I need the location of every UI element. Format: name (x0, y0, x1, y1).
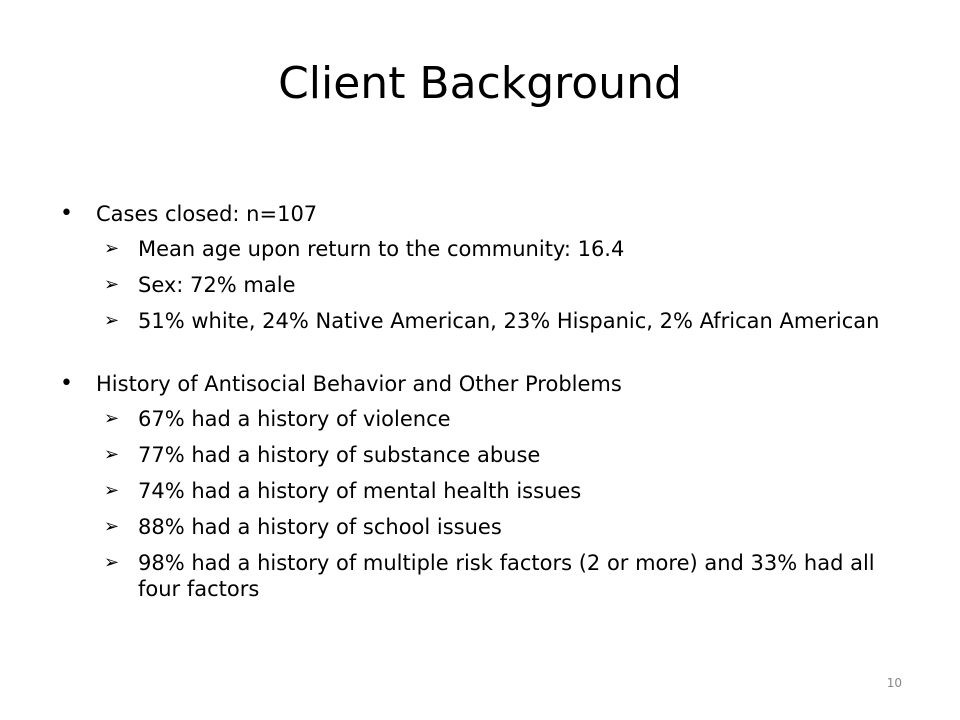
sub-bullet-list (60, 406, 910, 602)
sub-bullet-item (60, 478, 910, 504)
page-number: 10 (886, 676, 902, 690)
arrow-bullet-icon: ➢ (104, 408, 120, 429)
sub-bullet-text: 74% had a history of mental health issues (138, 479, 582, 503)
sub-bullet-item (60, 308, 910, 334)
bullet-dot-icon: • (60, 371, 73, 396)
sub-bullet-item (60, 272, 910, 298)
arrow-bullet-icon: ➢ (104, 238, 120, 259)
sub-bullet-item (60, 550, 910, 602)
bullet-group-history (60, 370, 910, 602)
sub-bullet-item (60, 514, 910, 540)
bullet-dot-icon: • (60, 201, 73, 226)
slide-title: Client Background (278, 58, 682, 109)
sub-bullet-item (60, 406, 910, 432)
sub-bullet-item (60, 236, 910, 262)
arrow-bullet-icon: ➢ (104, 516, 120, 537)
bullet-text: History of Antisocial Behavior and Other Problems (96, 372, 622, 396)
bullet-item (60, 200, 910, 228)
sub-bullet-item (60, 442, 910, 468)
bullet-item (60, 370, 910, 398)
sub-bullet-text: 88% had a history of school issues (138, 515, 502, 539)
arrow-bullet-icon: ➢ (104, 310, 120, 331)
sub-bullet-text: 77% had a history of substance abuse (138, 443, 541, 467)
arrow-bullet-icon: ➢ (104, 552, 120, 573)
sub-bullet-text: Sex: 72% male (138, 273, 296, 297)
bullet-text: Cases closed: n=107 (96, 202, 318, 226)
sub-bullet-text: Mean age upon return to the community: 16.4 (138, 237, 625, 261)
arrow-bullet-icon: ➢ (104, 480, 120, 501)
arrow-bullet-icon: ➢ (104, 444, 120, 465)
slide-content (60, 200, 910, 612)
arrow-bullet-icon: ➢ (104, 274, 120, 295)
bullet-group-cases (60, 200, 910, 334)
sub-bullet-text: 51% white, 24% Native American, 23% Hispanic, 2% African American (138, 309, 880, 333)
sub-bullet-text: 67% had a history of violence (138, 407, 451, 431)
sub-bullet-list (60, 236, 910, 334)
sub-bullet-text: 98% had a history of multiple risk factors (2 or more) and 33% had all four factors (138, 551, 875, 601)
